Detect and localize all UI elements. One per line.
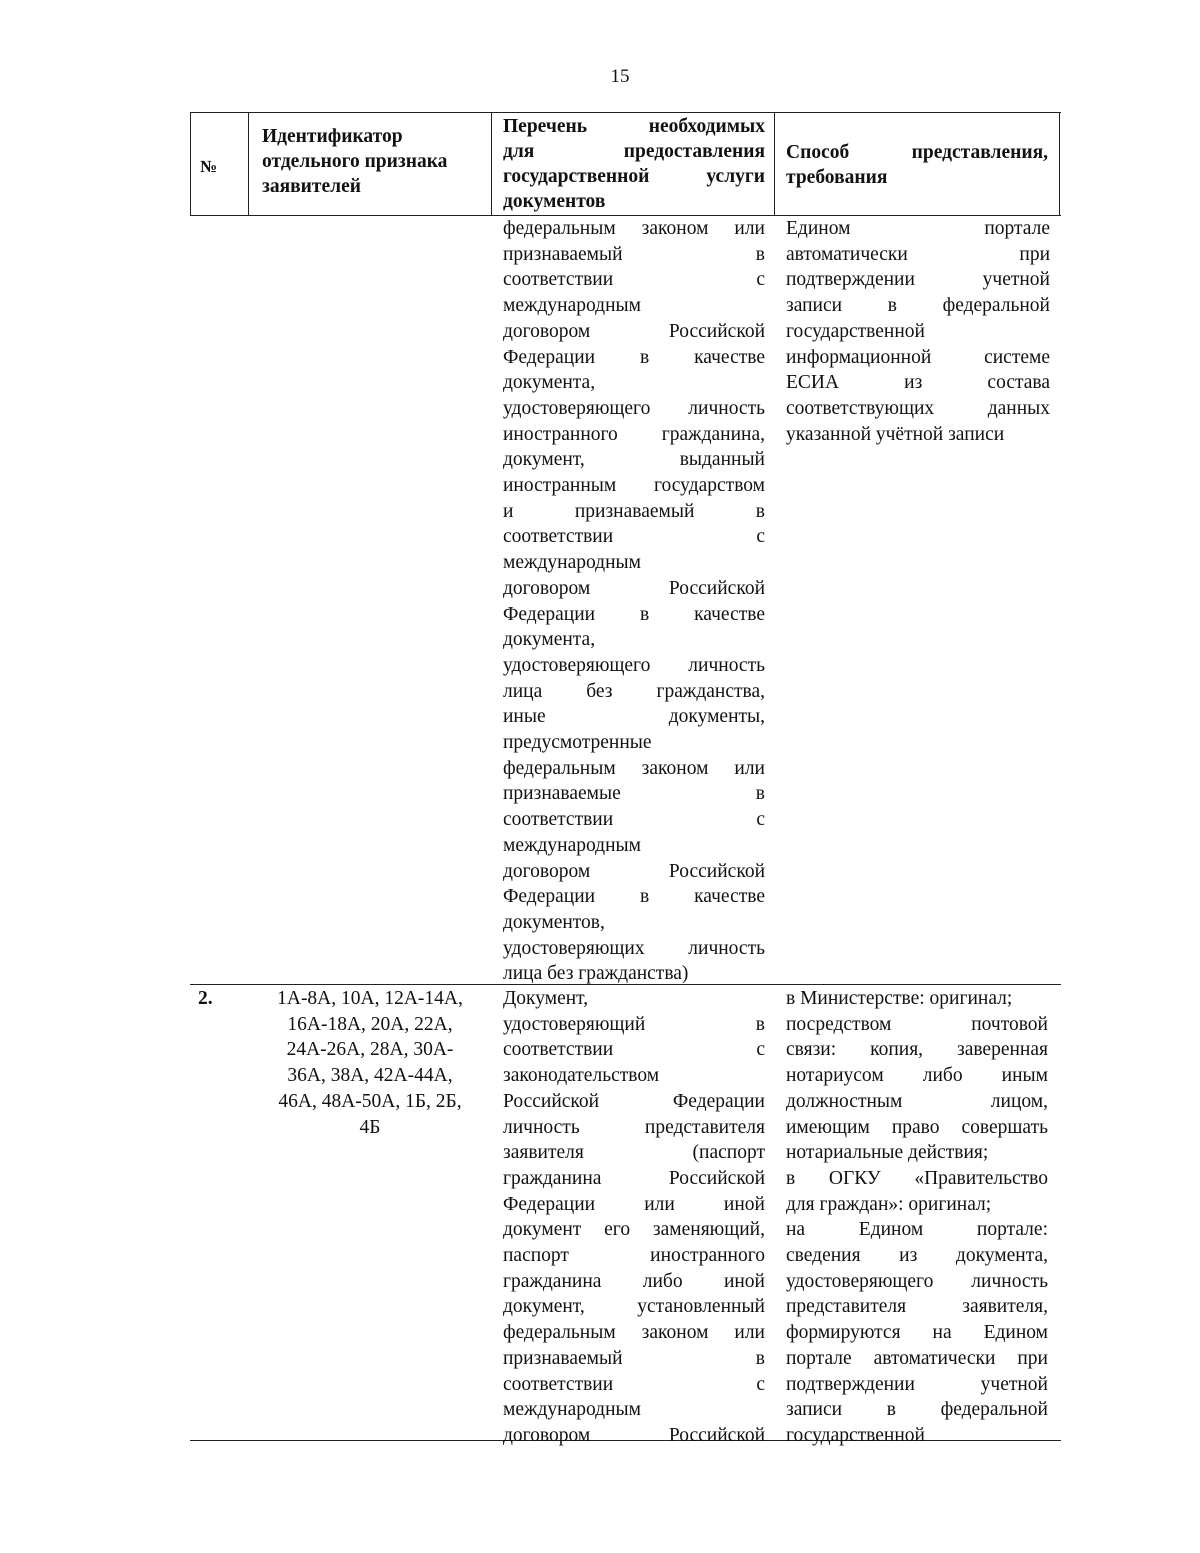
row1-documents-line: иностранным государством — [503, 475, 765, 497]
row2-identifier-line: 4Б — [359, 1116, 381, 1138]
row1-documents-line: и признаваемый в — [503, 500, 765, 522]
row1-documents-line: соответствии с — [503, 269, 765, 291]
row2-identifier-line: 46А, 48А-50А, 1Б, 2Б, — [278, 1090, 462, 1112]
row1-method-line: ЕСИА из состава — [786, 372, 1050, 394]
row1-method-line: информационной системе — [786, 346, 1050, 368]
header-identifier-line: отдельного признака — [262, 151, 448, 172]
row1-documents-line: лица без гражданства) — [503, 963, 689, 985]
row1-documents-line: документов, — [503, 911, 605, 933]
row1-documents-line: Федерации в качестве — [503, 346, 765, 368]
column-divider — [774, 112, 775, 216]
header-method — [786, 140, 1048, 190]
row2-method-line: нотариусом либо иным — [786, 1065, 1048, 1087]
row1-documents-line: признаваемый в — [503, 243, 765, 265]
row1-documents-line: лица без гражданства, — [503, 680, 765, 702]
row1-documents-line: договором Российской — [503, 860, 765, 882]
row2-documents-line: признаваемый в — [503, 1347, 765, 1369]
row2-method-line: подтверждении учетной — [786, 1373, 1048, 1395]
row1-documents-line: документа, — [503, 629, 596, 651]
row2-documents-line: заявителя (паспорт — [503, 1142, 765, 1164]
row2-method-line: нотариальные действия; — [786, 1142, 989, 1164]
row1-documents-line: соответствии с — [503, 809, 765, 831]
row1-method-line: записи в федеральной — [786, 295, 1050, 317]
row1-documents-line: договором Российской — [503, 320, 765, 342]
row2-documents-line: Федерации или иной — [503, 1193, 765, 1215]
row2-documents-line: Документ, — [503, 988, 589, 1009]
header-documents-line: документов — [503, 191, 606, 212]
documents-table — [190, 112, 1061, 1446]
row1-documents-line: Федерации в качестве — [503, 603, 765, 625]
row2-identifier-line: 24А-26А, 28А, 30А- — [286, 1039, 454, 1061]
row1-method-line: указанной учётной записи — [786, 423, 1005, 445]
header-documents — [503, 114, 765, 214]
row2-documents-line: паспорт иностранного — [503, 1245, 765, 1267]
row2-identifier — [254, 986, 486, 1140]
row2-documents-line: соответствии с — [503, 1373, 765, 1395]
row2-method-line: для граждан»: оригинал; — [786, 1193, 992, 1215]
row2-method-line: связи: копия, заверенная — [786, 1039, 1048, 1061]
row2-method — [786, 986, 1048, 1449]
header-identifier-line: заявителей — [262, 176, 361, 197]
row1-documents-line: договором Российской — [503, 577, 765, 599]
row1-documents-line: удостоверяющих личность — [503, 937, 765, 959]
row1-documents-line: международным — [503, 295, 641, 317]
row2-method-line: записи в федеральной — [786, 1399, 1048, 1421]
row1-documents-line: международным — [503, 552, 641, 574]
row2-identifier-line: 16А-18А, 20А, 22А, — [287, 1013, 453, 1035]
row1-documents — [503, 216, 765, 987]
row1-method-line: автоматически при — [786, 243, 1050, 265]
row1-documents-line: признаваемые в — [503, 783, 765, 805]
row1-documents-line: международным — [503, 834, 641, 856]
table-top-border — [190, 112, 1061, 113]
row2-documents-line: гражданина либо иной — [503, 1270, 765, 1292]
row2-method-line: удостоверяющего личность — [786, 1270, 1048, 1292]
header-identifier-line: Идентификатор — [262, 126, 403, 147]
row2-documents-line: удостоверяющий в — [503, 1013, 765, 1035]
row1-documents-line: документ, выданный — [503, 449, 765, 471]
row1-method-line: государственной — [786, 320, 925, 342]
row2-documents-line: гражданина Российской — [503, 1167, 765, 1189]
header-identifier — [262, 124, 484, 199]
header-documents-line: государственной услуги — [503, 166, 765, 187]
header-num: № — [200, 157, 218, 176]
row1-documents-line: удостоверяющего личность — [503, 397, 765, 419]
row2-documents-line: личность представителя — [503, 1116, 765, 1138]
column-divider — [248, 112, 249, 216]
row2-method-line: портале автоматически при — [786, 1347, 1048, 1369]
row1-documents-line: федеральным законом или — [503, 218, 765, 239]
row1-method-line: подтверждении учетной — [786, 269, 1050, 291]
row1-documents-line: иностранного гражданина, — [503, 423, 765, 445]
row1-documents-line: иные документы, — [503, 706, 765, 728]
row2-num: 2. — [198, 988, 213, 1009]
row2-documents-line: документ его заменяющий, — [503, 1219, 765, 1241]
row2-documents-line: договором Российской — [503, 1424, 765, 1446]
row2-method-line: представителя заявителя, — [786, 1296, 1048, 1318]
row2-method-line: в ОГКУ «Правительство — [786, 1167, 1048, 1189]
row2-documents-line: федеральным законом или — [503, 1322, 765, 1344]
row1-method-line: соответствующих данных — [786, 397, 1050, 419]
row1-documents-line: предусмотренные — [503, 732, 652, 754]
table-left-border — [190, 112, 191, 216]
row2-method-line: формируются на Едином — [786, 1322, 1048, 1344]
row2-documents-line: документ, установленный — [503, 1296, 765, 1318]
row1-method-line: Едином портале — [786, 218, 1050, 239]
header-documents-line: Перечень необходимых — [503, 116, 765, 137]
row2-documents-line: законодательством — [503, 1065, 660, 1087]
row2-documents-line: Российской Федерации — [503, 1090, 765, 1112]
column-divider — [491, 112, 492, 216]
row2-documents — [503, 986, 765, 1449]
row2-method-line: в Министерстве: оригинал; — [786, 988, 1013, 1009]
row2-identifier-line: 1А-8А, 10А, 12А-14А, — [277, 988, 463, 1009]
row2-documents-line: соответствии с — [503, 1039, 765, 1061]
row1-documents-line: соответствии с — [503, 526, 765, 548]
row2-identifier-line: 36А, 38А, 42А-44А, — [287, 1065, 453, 1087]
row2-method-line: сведения из документа, — [786, 1245, 1048, 1267]
header-method-line: Способ представления, — [786, 142, 1048, 163]
row2-method-line: на Едином портале: — [786, 1219, 1048, 1241]
header-method-line: требования — [786, 167, 888, 188]
row2-documents-line: международным — [503, 1399, 641, 1421]
row1-method — [786, 216, 1050, 447]
row1-documents-line: удостоверяющего личность — [503, 654, 765, 676]
header-documents-line: для предоставления — [503, 141, 765, 162]
row2-method-line: государственной — [786, 1424, 925, 1446]
row1-documents-line: Федерации в качестве — [503, 886, 765, 908]
row1-documents-line: документа, — [503, 372, 596, 394]
page-number: 15 — [610, 66, 630, 87]
row2-method-line: посредством почтовой — [786, 1013, 1048, 1035]
row2-method-line: имеющим право совершать — [786, 1116, 1048, 1138]
row1-documents-line: федеральным законом или — [503, 757, 765, 779]
table-right-border — [1059, 112, 1060, 216]
row2-method-line: должностным лицом, — [786, 1090, 1048, 1112]
